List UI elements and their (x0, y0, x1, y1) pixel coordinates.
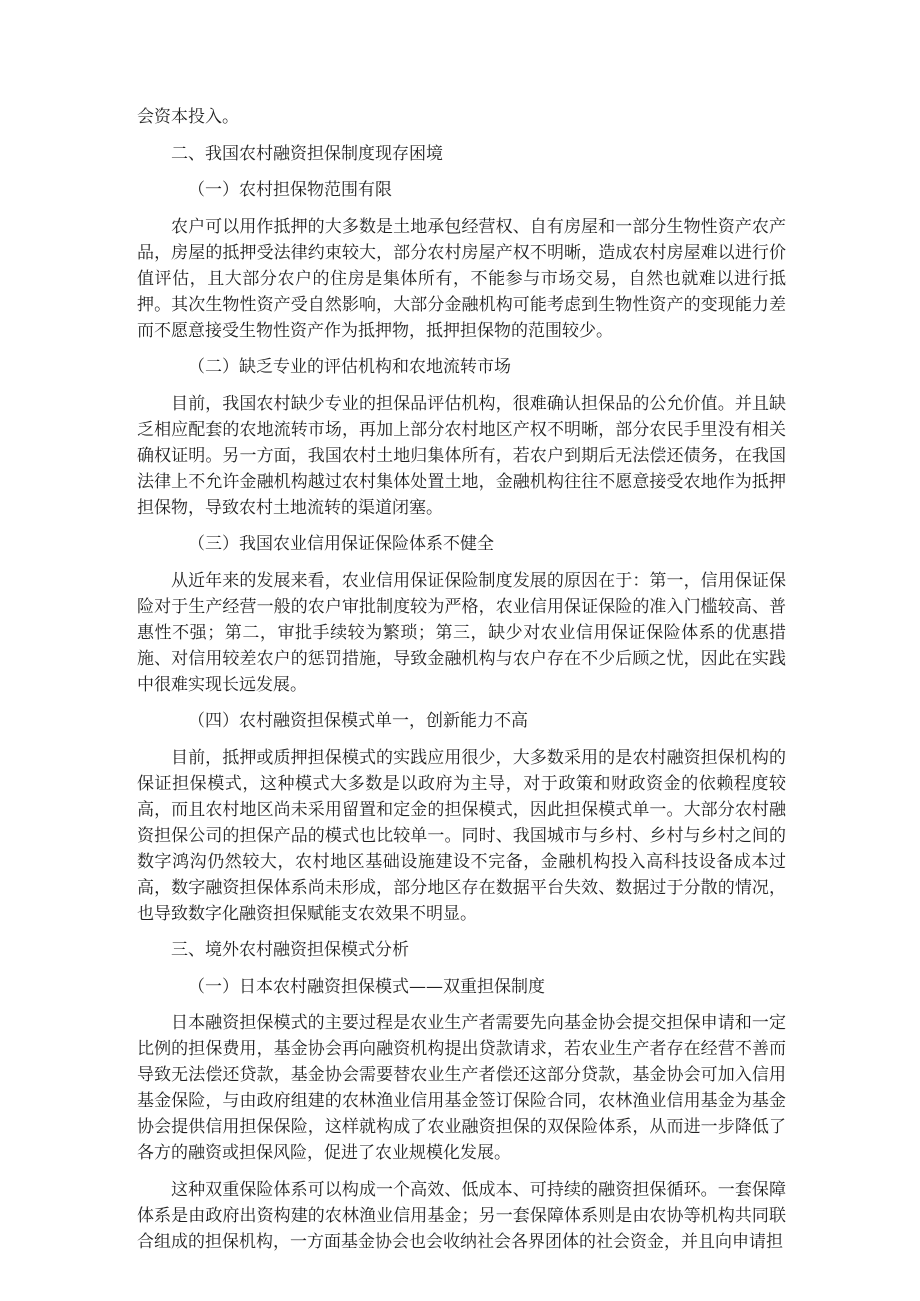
section-2-2-heading: （二）缺乏专业的评估机构和农地流转市场 (188, 357, 511, 377)
section-2-3-paragraph: 从近年来的发展来看，农业信用保证保险制度发展的原因在于：第一，信用保证保险对于生产经营一般的农户审批制度较为严格，农业信用保证保险的准入门槛较高、普惠性不强；第二，审批手续较为繁琐；第三，缺少对农业信用保证保险体系的优惠措施、对信用较差农户的惩罚措施，导致金融机构与农户存在不少后顾之忧，因此在实践中很难实现长远发展。 (137, 570, 786, 695)
section-2-4-heading: （四）农村融资担保模式单一，创新能力不高 (188, 711, 528, 731)
section-3-1-paragraph-2: 这种双重保险体系可以构成一个高效、低成本、可持续的融资担保循环。一套保障体系是由政府出资构建的农林渔业信用基金；另一套保障体系则是由农协等机构共同联合组成的担保机构，一方面基金协会也会收纳社会各界团体的社会资金，并且向申请担 (137, 1179, 786, 1252)
section-2-4-paragraph: 目前，抵押或质押担保模式的实践应用很少，大多数采用的是农村融资担保机构的保证担保模式，这种模式大多数是以政府为主导，对于政策和财政资金的依赖程度较高，而且农村地区尚未采用留置和定金的担保模式，因此担保模式单一。大部分农村融资担保公司的担保产品的模式也比较单一。同时、我国城市与乡村、乡村与乡村之间的数字鸿沟仍然较大，农村地区基础设施建设不完备，金融机构投入高科技设备成本过高，数字融资担保体系尚未形成，部分地区存在数据平台失效、数据过于分散的情况，也导致数字化融资担保赋能支农效果不明显。 (137, 747, 786, 924)
section-3-1-paragraph-1: 日本融资担保模式的主要过程是农业生产者需要先向基金协会提交担保申请和一定比例的担保费用，基金协会再向融资机构提出贷款请求，若农业生产者存在经营不善而导致无法偿还贷款，基金协会需要替农业生产者偿还这部分贷款，基金协会可加入信用基金保险，与由政府组建的农林渔业信用基金签订保险合同，农林渔业信用基金为基金协会提供信用担保保险，这样就构成了农业融资担保的双保险体系，从而进一步降低了各方的融资或担保风险，促进了农业规模化发展。 (137, 1013, 786, 1163)
document-page (137, 104, 786, 1265)
continuation-paragraph: 会资本投入。 (137, 107, 239, 127)
section-2-heading: 二、我国农村融资担保制度现存困境 (171, 143, 443, 164)
section-3-heading: 三、境外农村融资担保模式分析 (171, 940, 409, 960)
section-3-1-heading: （一）日本农村融资担保模式——双重担保制度 (188, 976, 545, 997)
section-2-3-heading: （三）我国农业信用保证保险体系不健全 (188, 534, 494, 554)
section-2-1-paragraph: 农户可以用作抵押的大多数是土地承包经营权、自有房屋和一部分生物性资产农产品，房屋的抵押受法律约束较大，部分农村房屋产权不明晰，造成农村房屋难以进行价值评估，且大部分农户的住房是集体所有，不能参与市场交易，自然也就难以进行抵押。其次生物性资产受自然影响，大部分金融机构可能考虑到生物性资产的变现能力差而不愿意接受生物性资产作为抵押物，抵押担保物的范围较少。 (137, 216, 786, 341)
section-2-2-paragraph: 目前，我国农村缺少专业的担保品评估机构，很难确认担保品的公允价值。并且缺乏相应配套的农地流转市场，再加上部分农村地区产权不明晰，部分农民手里没有相关确权证明。另一方面，我国农村土地归集体所有，若农户到期后无法偿还债务，在我国法律上不允许金融机构越过农村集体处置土地，金融机构往往不愿意接受农地作为抵押担保物，导致农村土地流转的渠道闭塞。 (137, 393, 786, 518)
section-2-1-heading: （一）农村担保物范围有限 (188, 180, 392, 200)
